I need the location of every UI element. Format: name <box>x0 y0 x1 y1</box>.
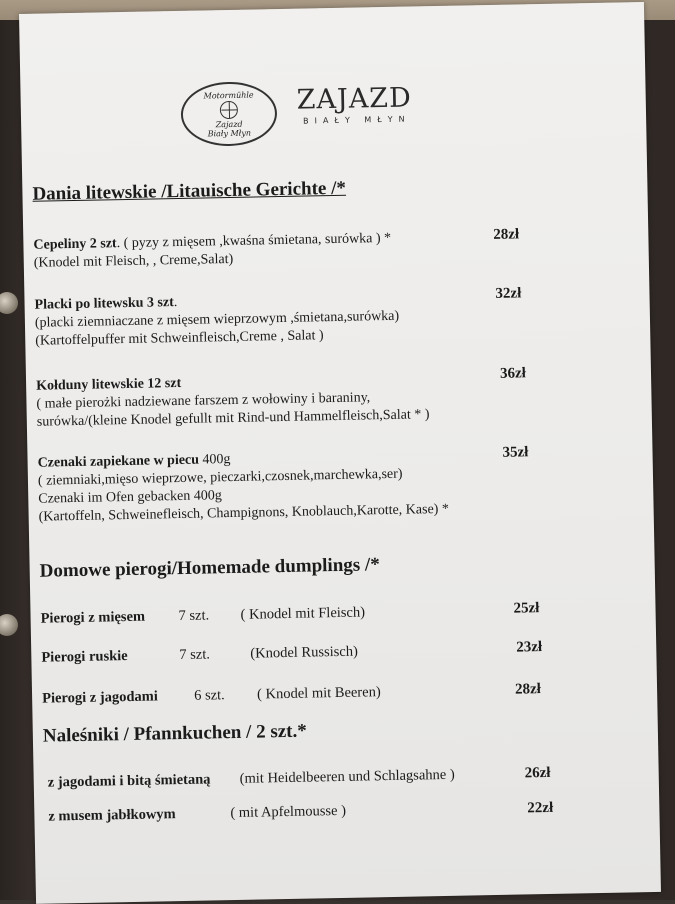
item-name: Pierogi ruskie <box>41 648 128 666</box>
section-title-lithuanian: Dania litewskie /Litauische Gerichte /* <box>32 177 347 205</box>
item-detail: 400g <box>198 452 231 468</box>
menu-item <box>36 370 430 432</box>
item-price: 28zł <box>514 681 542 698</box>
item-description: Czenaki im Ofen gebacken 400g <box>38 488 222 507</box>
item-name: z jagodami i bitą śmietaną <box>47 771 211 791</box>
item-price: 28zł <box>493 226 520 243</box>
logo-badge-mid-text: Zajazd <box>215 119 243 129</box>
mill-wheel-icon <box>220 100 238 118</box>
item-name: z musem jabłkowym <box>48 806 176 825</box>
item-name: Pierogi z jagodami <box>41 688 158 707</box>
logo-badge-bottom-text: Biały Młyn <box>207 128 252 138</box>
item-quantity: 7 szt. <box>178 607 210 625</box>
item-price: 26zł <box>524 764 551 782</box>
item-name: Placki po litewsku 3 szt <box>34 295 174 313</box>
item-description: ( Knodel mit Fleisch) <box>240 604 366 623</box>
item-name: Cepeliny 2 szt <box>33 236 117 253</box>
item-name: Pierogi z mięsem <box>40 608 146 627</box>
menu-item <box>34 290 399 351</box>
item-description: (placki ziemniaczane z mięsem wieprzowym ,śmietana,surówka) <box>34 308 400 331</box>
restaurant-subtitle: BIAŁY MŁYN <box>303 114 411 126</box>
restaurant-logo-badge <box>180 81 277 147</box>
item-description: ( małe pierożki nadziewane farszem z wołowiny i baraniny, <box>36 390 371 412</box>
item-description: (mit Heidelbeeren und Schlagsahne ) <box>239 766 455 787</box>
item-price: 22zł <box>527 799 554 817</box>
item-description: (Kartoffeln, Schweinefleisch, Champignons, Knoblauch,Karotte, Kase) * <box>38 501 450 525</box>
menu-page <box>19 2 661 904</box>
logo-badge-top-text: Motormühle <box>203 90 254 100</box>
item-quantity: 7 szt. <box>179 646 211 664</box>
item-description: surówka/(kleine Knodel gefullt mit Rind-und Hammelfleisch,Salat * ) <box>36 407 430 430</box>
item-price: 32zł <box>495 285 522 302</box>
item-detail: . ( pyzy z mięsem ,kwaśna śmietana, surówka ) * <box>116 230 392 252</box>
item-description: (Kartoffelpuffer mit Schweinfleisch,Creme , Salat ) <box>35 328 324 349</box>
section-title-nalesniki: Naleśniki / Pfannkuchen / 2 szt.* <box>42 720 307 747</box>
item-description: (Knodel mit Fleisch, , Creme,Salat) <box>33 251 234 271</box>
item-name: Czenaki zapiekane w piecu <box>37 452 200 471</box>
item-price: 23zł <box>516 639 543 656</box>
item-price: 25zł <box>513 600 540 617</box>
item-name: Kołduny litewskie 12 szt <box>36 375 182 394</box>
item-price: 36zł <box>499 365 526 382</box>
binder-ring <box>0 292 18 314</box>
item-quantity: 6 szt. <box>193 687 225 704</box>
item-description: (Knodel Russisch) <box>250 643 359 662</box>
menu-item <box>37 447 449 527</box>
binder-ring <box>0 614 18 636</box>
item-price: 35zł <box>502 444 529 461</box>
menu-item <box>33 230 391 273</box>
section-title-pierogi: Domowe pierogi/Homemade dumplings /* <box>39 554 380 582</box>
item-detail: . <box>173 295 178 311</box>
restaurant-name: ZAJAZD <box>296 82 412 116</box>
item-description: ( Knodel mit Beeren) <box>256 684 381 703</box>
item-description: ( ziemniaki,mięso wieprzowe, pieczarki,czosnek,marchewka,ser) <box>37 466 403 489</box>
item-description: ( mit Apfelmousse ) <box>230 802 347 822</box>
